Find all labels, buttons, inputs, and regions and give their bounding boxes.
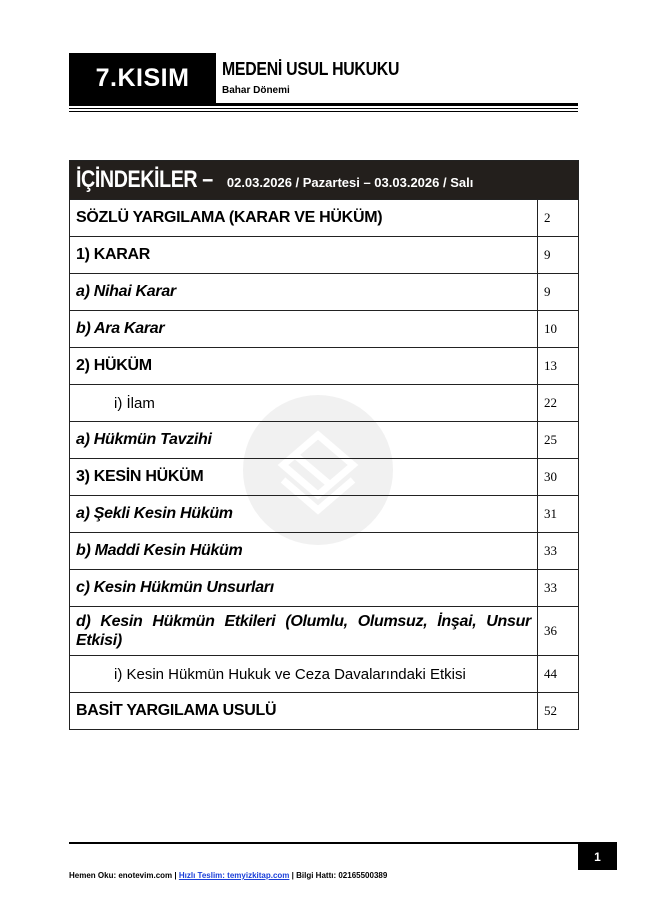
table-row[interactable]	[70, 422, 579, 459]
toc-entry-title: 2) HÜKÜM	[70, 348, 538, 385]
page-subtitle: Bahar Dönemi	[222, 85, 290, 96]
footer-read-link[interactable]: Hemen Oku: enotevim.com	[69, 871, 173, 880]
toc-entry-page: 44	[538, 656, 579, 693]
footer-info	[69, 871, 387, 880]
footer-divider	[69, 842, 617, 844]
footer-delivery-link[interactable]: Hızlı Teslim: temyizkitap.com	[178, 871, 290, 880]
part-label: 7.KISIM	[69, 53, 216, 103]
footer-separator: |	[174, 871, 177, 880]
toc-entry-title: i) Kesin Hükmün Hukuk ve Ceza Davalarındaki Etkisi	[70, 656, 538, 693]
toc-entry-title: i) İlam	[70, 385, 538, 422]
toc-entry-page: 13	[538, 348, 579, 385]
toc-entry-title: a) Hükmün Tavzihi	[70, 422, 538, 459]
table-row[interactable]	[70, 348, 579, 385]
footer-hotline: Bilgi Hattı: 02165500389	[296, 871, 388, 880]
toc-entry-page: 33	[538, 533, 579, 570]
table-row[interactable]	[70, 200, 579, 237]
table-row[interactable]	[70, 693, 579, 730]
toc-entry-title: a) Nihai Karar	[70, 274, 538, 311]
table-row[interactable]	[70, 570, 579, 607]
toc-entry-page: 25	[538, 422, 579, 459]
table-row[interactable]	[70, 385, 579, 422]
toc-entry-page: 31	[538, 496, 579, 533]
table-row[interactable]	[70, 237, 579, 274]
toc-entry-page: 52	[538, 693, 579, 730]
toc-entry-page: 30	[538, 459, 579, 496]
toc-entry-title: BASİT YARGILAMA USULÜ	[70, 693, 538, 730]
toc-entry-page: 2	[538, 200, 579, 237]
table-of-contents	[69, 160, 579, 730]
toc-entry-page: 10	[538, 311, 579, 348]
toc-heading: İÇİNDEKİLER –	[76, 166, 213, 193]
table-row[interactable]	[70, 459, 579, 496]
table-row[interactable]	[70, 533, 579, 570]
table-row[interactable]	[70, 607, 579, 656]
toc-entry-title: d) Kesin Hükmün Etkileri (Olumlu, Olumsuz, İnşai, Unsur Etkisi)	[70, 607, 538, 656]
toc-entry-page: 9	[538, 237, 579, 274]
page-number: 1	[578, 844, 617, 870]
table-row[interactable]	[70, 274, 579, 311]
header-divider	[69, 111, 578, 112]
toc-entry-title: a) Şekli Kesin Hüküm	[70, 496, 538, 533]
table-row[interactable]	[70, 311, 579, 348]
toc-entry-page: 22	[538, 385, 579, 422]
table-row[interactable]	[70, 496, 579, 533]
toc-entry-page: 33	[538, 570, 579, 607]
toc-entry-title: c) Kesin Hükmün Unsurları	[70, 570, 538, 607]
toc-heading-row	[70, 161, 579, 200]
toc-entry-title: 1) KARAR	[70, 237, 538, 274]
toc-dates: 02.03.2026 / Pazartesi – 03.03.2026 / Salı	[226, 175, 474, 190]
page-title: MEDENİ USUL HUKUKU	[222, 59, 400, 79]
footer-separator: |	[291, 871, 294, 880]
toc-entry-page: 36	[538, 607, 579, 656]
toc-entry-title: SÖZLÜ YARGILAMA (KARAR VE HÜKÜM)	[70, 200, 538, 237]
toc-entry-page: 9	[538, 274, 579, 311]
table-row[interactable]	[70, 656, 579, 693]
toc-entry-title: 3) KESİN HÜKÜM	[70, 459, 538, 496]
toc-entry-title: b) Ara Karar	[70, 311, 538, 348]
header-divider	[69, 103, 578, 106]
header-divider	[69, 108, 578, 109]
toc-entry-title: b) Maddi Kesin Hüküm	[70, 533, 538, 570]
